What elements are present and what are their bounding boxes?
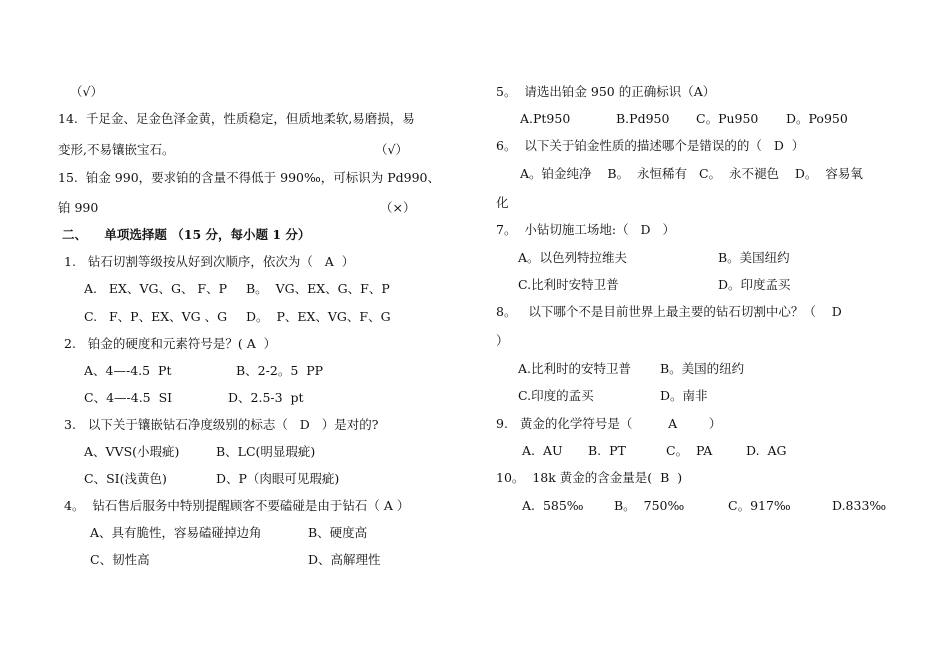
question-4-option-d: D、高解理性 <box>308 552 381 567</box>
question-5-option-a: A.Pt950 <box>520 111 571 126</box>
question-10-option-a: A. 585‰ <box>522 498 584 513</box>
question-9-option-d: D. AG <box>746 443 787 458</box>
question-10-option-b: B。 750‰ <box>614 498 685 513</box>
question-4-option-c: C、韧性高 <box>90 552 150 567</box>
question-10-option-d: D.833‰ <box>832 498 887 513</box>
question-4-option-a: A、具有脆性，容易磕碰掉边角 <box>90 525 262 540</box>
question-15-line2: 铂 990 <box>58 200 99 215</box>
question-9-option-c: C。 PA <box>666 443 713 458</box>
question-7: 7。 小钻切施工场地:（ D ） <box>496 222 675 237</box>
question-2: 2. 铂金的硬度和元素符号是？( A ） <box>64 336 277 351</box>
question-4: 4。 钻石售后服务中特别提醒顾客不要磕碰是由于钻石（ A ） <box>64 498 410 513</box>
question-1-option-c: C. F、P、EX、VG 、G <box>84 309 228 324</box>
question-2-option-d: D、2.5-3 pt <box>228 390 304 405</box>
question-7-option-b: B。美国纽约 <box>718 250 790 265</box>
question-8: 8。 以下哪个不是目前世界上最主要的钻石切割中心？（ D <box>496 304 842 319</box>
question-3-option-b: B、LC(明显瑕疵) <box>216 444 316 459</box>
question-8-option-b: B。美国的纽约 <box>660 361 745 376</box>
question-5: 5。 请选出铂金 950 的正确标识（A） <box>496 84 716 99</box>
question-1-option-d: D。 P、EX、VG、F、G <box>246 309 391 324</box>
question-5-option-d: D。Po950 <box>786 111 848 126</box>
question-4-option-b: B、硬度高 <box>308 525 368 540</box>
question-3: 3. 以下关于镶嵌钻石净度级别的标志（ D ）是对的? <box>64 417 379 432</box>
question-6-options: A。铂金纯净 B。 永恒稀有 C。 永不褪色 D。 容易氧 <box>520 166 863 181</box>
question-2-option-c: C、4—-4.5 SI <box>84 390 173 405</box>
question-8-option-a: A.比利时的安特卫普 <box>518 361 632 376</box>
question-3-option-c: C、SI(浅黄色) <box>84 471 167 486</box>
question-15-line1: 15. 铂金 990，要求铂的含量不得低于 990‰，可标识为 Pd990、 <box>58 170 441 185</box>
question-1-option-a: A. EX、VG、G、 F、P <box>84 281 227 296</box>
question-8-option-c: C.印度的孟买 <box>518 388 594 403</box>
question-7-option-a: A。以色列特拉维夫 <box>518 250 628 265</box>
question-14-line1: 14. 千足金、足金色泽金黄，性质稳定，但质地柔软,易磨损，易 <box>58 111 415 126</box>
answer-mark: （√） <box>70 84 103 99</box>
question-10-option-c: C。917‰ <box>728 498 791 513</box>
question-2-option-b: B、2-2。5 PP <box>236 363 324 378</box>
question-15-answer: （×） <box>380 200 416 215</box>
question-3-option-a: A、VVS(小瑕疵) <box>84 444 180 459</box>
section-heading: 二、 单项选择题 （15 分，每小题 1 分） <box>62 227 311 242</box>
question-8-option-d: D。南非 <box>660 388 708 403</box>
question-1: 1. 钻石切割等级按从好到次顺序，依次为（ A ） <box>64 254 355 269</box>
question-5-option-c: C。Pu950 <box>696 111 759 126</box>
question-6: 6。 以下关于铂金性质的描述哪个是错误的的（ D ） <box>496 138 805 153</box>
question-7-option-c: C.比利时安特卫普 <box>518 277 619 292</box>
question-2-option-a: A、4—-4.5 Pt <box>84 363 172 378</box>
question-10: 10。 18k 黄金的含金量是( B ) <box>496 470 683 485</box>
question-9-option-b: B. PT <box>588 443 626 458</box>
question-1-option-b: B。 VG、EX、G、F、P <box>246 281 390 296</box>
question-14-answer: （√） <box>375 142 408 157</box>
question-8-continuation: ） <box>496 333 509 348</box>
question-9-option-a: A. AU <box>522 443 563 458</box>
question-14-line2: 变形,不易镶嵌宝石。 <box>58 142 175 157</box>
question-3-option-d: D、P（肉眼可见瑕疵) <box>216 471 340 486</box>
question-9: 9. 黄金的化学符号是（ A ） <box>496 416 722 431</box>
question-7-option-d: D。印度孟买 <box>718 277 791 292</box>
question-6-continuation: 化 <box>496 195 509 210</box>
question-5-option-b: B.Pd950 <box>616 111 670 126</box>
